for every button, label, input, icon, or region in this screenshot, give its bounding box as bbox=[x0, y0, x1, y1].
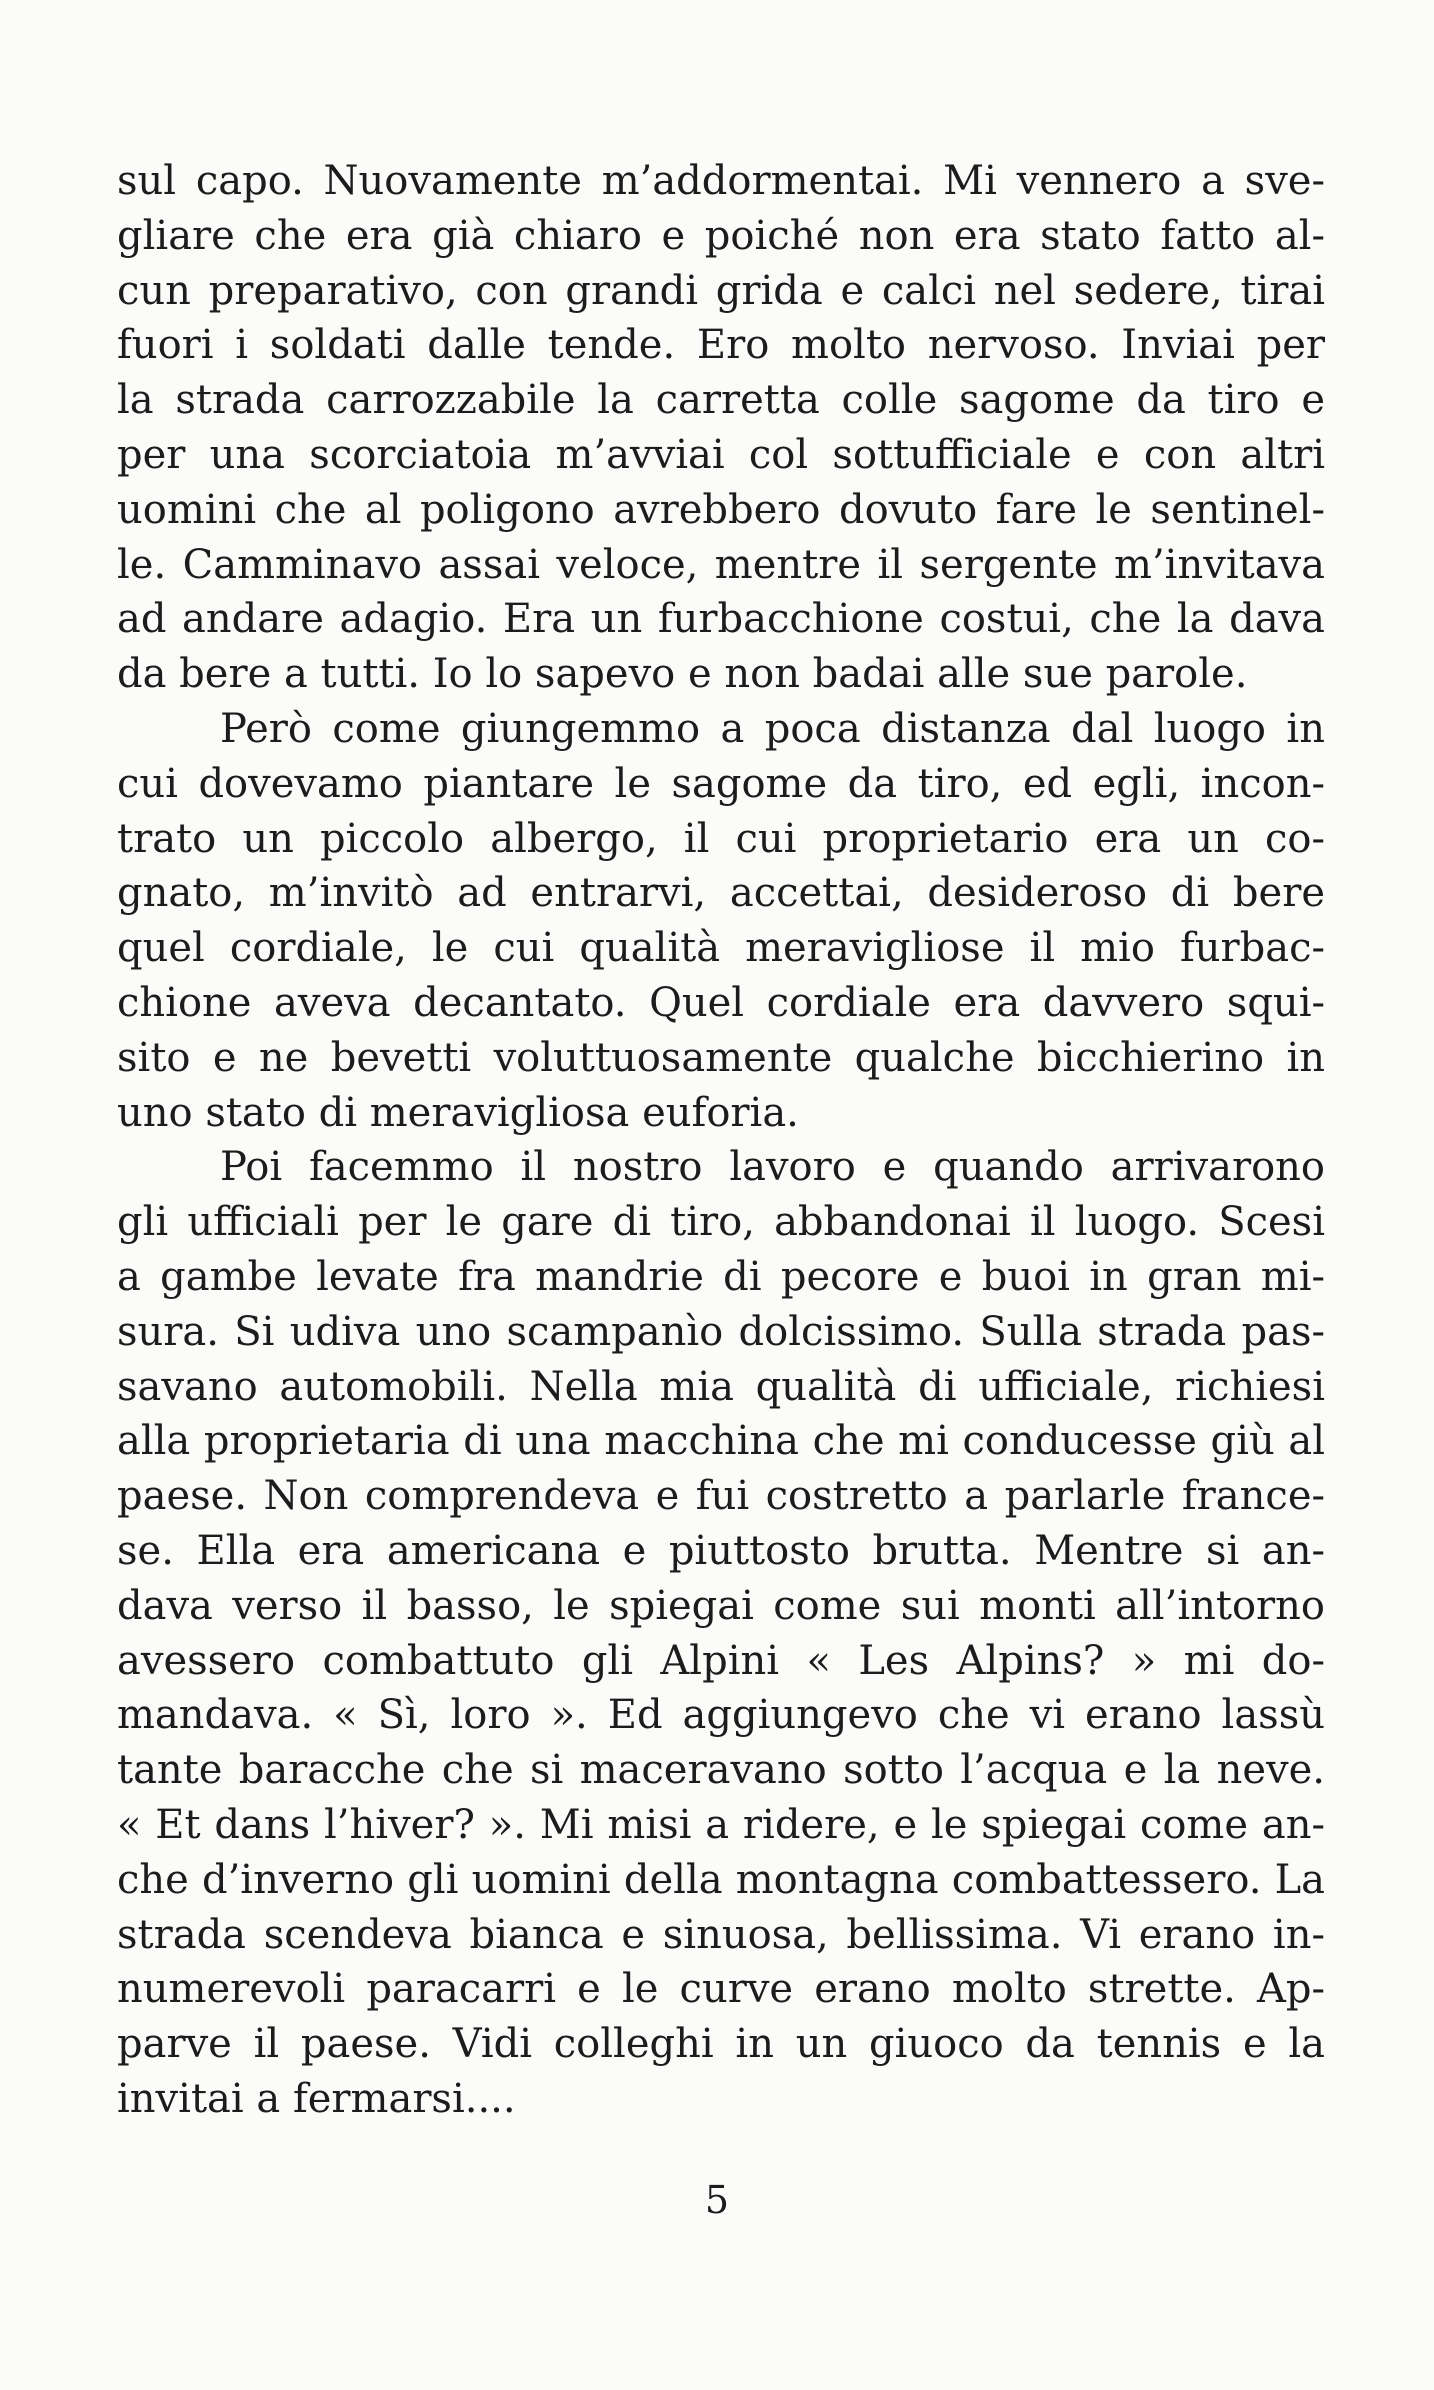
text-line: ad andare adagio. Era un furbacchione costui, che la dava bbox=[117, 596, 1325, 643]
text-line: quel cordiale, le cui qualità meravigliose il mio furbac- bbox=[117, 925, 1325, 972]
text-line: da bere a tutti. Io lo sapevo e non badai alle sue parole. bbox=[117, 651, 1248, 698]
text-line: parve il paese. Vidi colleghi in un giuoco da tennis e la bbox=[117, 2021, 1325, 2068]
text-line: gliare che era già chiaro e poiché non era stato fatto al- bbox=[117, 212, 1325, 259]
body-text bbox=[117, 154, 1325, 2127]
text-line: gnato, m’invitò ad entrarvi, accettai, desideroso di bere bbox=[117, 870, 1325, 917]
text-line: strada scendeva bianca e sinuosa, bellissima. Vi erano in- bbox=[117, 1911, 1325, 1958]
text-line: uno stato di meravigliosa euforia. bbox=[117, 1089, 799, 1136]
text-line: a gambe levate fra mandrie di pecore e buoi in gran mi- bbox=[117, 1253, 1325, 1300]
text-line: la strada carrozzabile la carretta colle sagome da tiro e bbox=[117, 377, 1325, 424]
text-line: invitai a fermarsi.... bbox=[117, 2075, 516, 2122]
text-line: che d’inverno gli uomini della montagna combattessero. La bbox=[117, 1856, 1325, 1903]
text-line: Poi facemmo il nostro lavoro e quando arrivarono bbox=[220, 1144, 1325, 1191]
text-line: se. Ella era americana e piuttosto brutta. Mentre si an- bbox=[117, 1527, 1325, 1574]
text-line: mandava. « Sì, loro ». Ed aggiungevo che vi erano lassù bbox=[117, 1692, 1325, 1739]
text-line: avessero combattuto gli Alpini « Les Alpins? » mi do- bbox=[117, 1637, 1325, 1684]
text-line: tante baracche che si maceravano sotto l’acqua e la neve. bbox=[117, 1747, 1325, 1794]
text-line: sito e ne bevetti voluttuosamente qualche bicchierino in bbox=[117, 1034, 1325, 1081]
text-line: Però come giungemmo a poca distanza dal luogo in bbox=[220, 705, 1325, 752]
paragraph bbox=[117, 702, 1325, 1140]
text-line: numerevoli paracarri e le curve erano molto strette. Ap- bbox=[117, 1966, 1325, 2013]
paragraph bbox=[117, 1140, 1325, 2126]
text-line: sura. Si udiva uno scampanìo dolcissimo. Sulla strada pas- bbox=[117, 1308, 1325, 1355]
text-line: sul capo. Nuovamente m’addormentai. Mi vennero a sve- bbox=[117, 158, 1325, 204]
text-line: « Et dans l’hiver? ». Mi misi a ridere, e le spiegai come an- bbox=[117, 1801, 1325, 1848]
paragraph bbox=[117, 154, 1325, 702]
text-line: cui dovevamo piantare le sagome da tiro, ed egli, incon- bbox=[117, 760, 1325, 807]
text-line: paese. Non comprendeva e fui costretto a parlarle france- bbox=[117, 1473, 1325, 1520]
text-line: fuori i soldati dalle tende. Ero molto nervoso. Inviai per bbox=[117, 322, 1325, 369]
text-line: chione aveva decantato. Quel cordiale era davvero squi- bbox=[117, 979, 1325, 1026]
text-line: dava verso il basso, le spiegai come sui monti all’intorno bbox=[117, 1582, 1325, 1629]
page-number: 5 bbox=[704, 2178, 730, 2222]
text-line: uomini che al poligono avrebbero dovuto fare le sentinel- bbox=[117, 486, 1325, 533]
text-line: le. Camminavo assai veloce, mentre il sergente m’invitava bbox=[117, 541, 1325, 588]
text-line: per una scorciatoia m’avviai col sottufficiale e con altri bbox=[117, 431, 1325, 478]
text-line: gli ufficiali per le gare di tiro, abbandonai il luogo. Scesi bbox=[117, 1199, 1325, 1246]
text-line: trato un piccolo albergo, il cui proprietario era un co- bbox=[117, 815, 1325, 862]
text-line: cun preparativo, con grandi grida e calci nel sedere, tirai bbox=[117, 267, 1325, 314]
text-line: alla proprietaria di una macchina che mi conducesse giù al bbox=[117, 1418, 1325, 1465]
text-line: savano automobili. Nella mia qualità di ufficiale, richiesi bbox=[117, 1363, 1325, 1410]
